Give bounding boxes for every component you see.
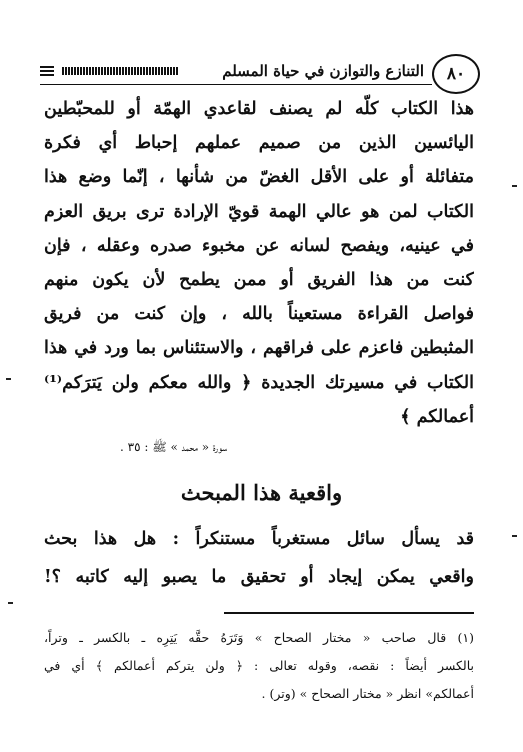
header-ornament-mark — [40, 65, 54, 76]
page-number: ٨٠ — [432, 54, 480, 94]
scan-mark — [512, 185, 517, 187]
footnote — [44, 624, 474, 708]
section-heading: واقعية هذا المبحث — [180, 480, 343, 505]
body-line: فواصل القراءة مستعيناً بالله ، وإن كنت من فريق — [44, 304, 474, 325]
header-underline — [40, 84, 432, 85]
running-title: التنازع والتوازن في حياة المسلم — [222, 62, 424, 80]
body-line: أعمالكم ﴾ — [400, 406, 474, 427]
scan-mark — [6, 378, 11, 380]
footnote-line: (١) قال صاحب « مختار الصحاح » وَتَرَهُ حقَّه يَتِرِه ـ بالكسر ـ وتراً، — [44, 630, 474, 645]
body-line: الكتاب لمن هو عالي الهمة قويّ الإرادة ترى بريق العزم — [44, 201, 474, 222]
body-line: المثبطين فاعزم على فراقهم ، والاستئناس بما ورد في هذا — [44, 338, 474, 359]
quran-reference: سورة « محمد » ﷺ : ٣٥ . — [120, 440, 228, 454]
section-line: واقعي يمكن إيجاد أو تحقيق ما يصبو إليه كاتبه ؟! — [44, 567, 474, 587]
section-line: قد يسأل سائل مستغرباً مستنكراً : هل هذا بحث — [44, 529, 474, 549]
body-line: كنت من هذا الفريق أو ممن يطمح لأن يكون منهم — [44, 270, 474, 291]
body-line: متفائلة أو على الأقل الغضّ من شأنها ، إنّما وضع هذا — [44, 167, 474, 188]
section-paragraph — [44, 520, 474, 596]
body-line: اليائسين الذين من صميم عملهم إحباط أي فكرة — [44, 133, 474, 154]
scan-mark — [512, 535, 517, 537]
body-line: هذا الكتاب كلّه لم يصنف لقاعدي الهمّة أو للمحبّطين — [44, 99, 474, 119]
body-line: الكتاب في مسيرتك الجديدة ﴿ والله معكم ولن يَترَكم⁽¹⁾ — [44, 372, 474, 393]
footnote-line: أعمالكم» انظر « مختار الصحاح » (وتر) . — [261, 686, 474, 701]
scan-mark — [8, 602, 13, 604]
body-line: في عينيه، ويفصح لسانه عن مخبوء صدره وعقله ، فإن — [44, 235, 474, 256]
page-header — [40, 54, 478, 92]
footnote-separator — [224, 612, 474, 614]
body-paragraph — [44, 92, 474, 434]
header-ornament-rule — [62, 67, 178, 75]
footnote-line: بالكسر أيضاً : نقصه، وقوله تعالى : ﴿ ولن يتركم أعمالكم ﴾ أي في — [44, 658, 474, 673]
